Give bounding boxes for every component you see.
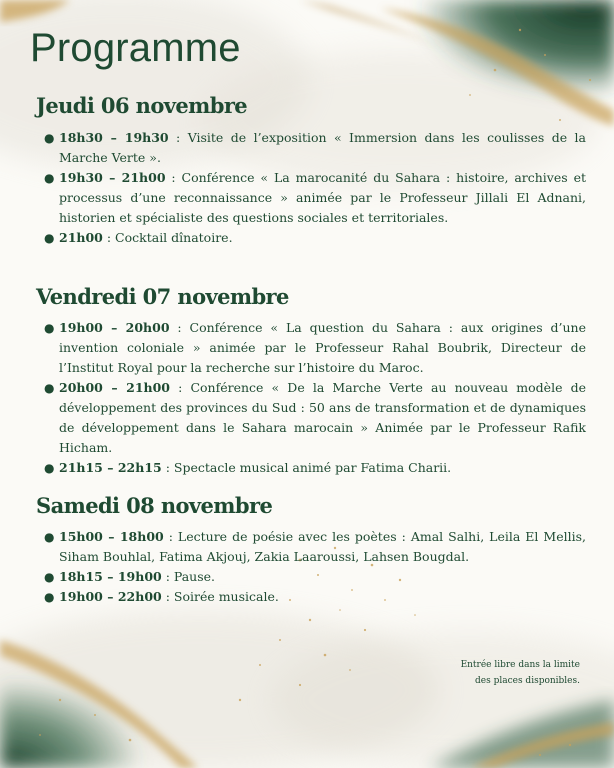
bullet-icon: ● xyxy=(44,231,55,245)
item-time: 19h00 – 22h00 xyxy=(59,589,162,604)
item-text: : Conférence « De la Marche Verte au nouveau modèle de développement des provinces du Sud : 50 ans de transformation et de dynamiques de développement dans le Sahara marocain » Animée par le Professeur Rafik Hicham. xyxy=(59,380,586,455)
item-text: : Visite de l’exposition « Immersion dans les coulisses de la Marche Verte ». xyxy=(59,130,586,165)
day-heading-jeudi: Jeudi 06 novembre xyxy=(36,93,248,118)
bullet-icon: ● xyxy=(44,171,55,185)
bullet-icon: ● xyxy=(44,530,55,544)
list-item xyxy=(40,228,586,248)
item-time: 21h15 – 22h15 xyxy=(59,460,162,475)
day-schedule-samedi xyxy=(40,527,586,607)
item-time: 15h00 – 18h00 xyxy=(59,529,164,544)
bullet-icon: ● xyxy=(44,321,55,335)
bullet-icon: ● xyxy=(44,381,55,395)
entry-note-line-1: Entrée libre dans la limite xyxy=(460,660,580,670)
entry-note xyxy=(390,657,580,689)
item-time: 20h00 – 21h00 xyxy=(59,380,170,395)
entry-note-line-2: des places disponibles. xyxy=(475,676,580,686)
day-heading-samedi: Samedi 08 novembre xyxy=(36,493,273,518)
item-time: 18h15 – 19h00 xyxy=(59,569,162,584)
list-item xyxy=(40,128,586,168)
day-heading-vendredi: Vendredi 07 novembre xyxy=(36,284,289,309)
item-text: : Soirée musicale. xyxy=(161,589,279,604)
item-text: : Pause. xyxy=(161,569,216,584)
list-item xyxy=(40,378,586,458)
list-item xyxy=(40,458,586,478)
item-time: 19h00 – 20h00 xyxy=(59,320,170,335)
item-text: : Conférence « La question du Sahara : aux origines d’une invention coloniale » animée par le Professeur Rahal Boubrik, Directeur de l’Institut Royal pour la recherche sur l’histoire du Maroc. xyxy=(59,320,586,375)
bullet-icon: ● xyxy=(44,131,55,145)
item-text: : Cocktail dînatoire. xyxy=(102,230,233,245)
item-text: : Spectacle musical animé par Fatima Charii. xyxy=(161,460,452,475)
day-schedule-jeudi xyxy=(40,128,586,248)
bullet-icon: ● xyxy=(44,590,55,604)
item-text: : Conférence « La marocanité du Sahara : histoire, archives et processus d’une reconnaissance » animée par le Professeur Jillali El Adnani, historien et spécialiste des questions sociales et territoriales. xyxy=(59,170,586,225)
item-time: 19h30 – 21h00 xyxy=(59,170,166,185)
bullet-icon: ● xyxy=(44,461,55,475)
day-schedule-vendredi xyxy=(40,318,586,478)
item-text: : Lecture de poésie avec les poètes : Amal Salhi, Leila El Mellis, Siham Bouhlal, Fatima Akjouj, Zakia Laaroussi, Lahsen Bougdal. xyxy=(59,529,586,564)
list-item xyxy=(40,168,586,228)
list-item xyxy=(40,318,586,378)
item-time: 18h30 – 19h30 xyxy=(59,130,169,145)
list-item xyxy=(40,527,586,567)
list-item xyxy=(40,587,586,607)
page-title: Programme xyxy=(30,26,241,70)
item-time: 21h00 xyxy=(59,230,103,245)
list-item xyxy=(40,567,586,587)
bullet-icon: ● xyxy=(44,570,55,584)
